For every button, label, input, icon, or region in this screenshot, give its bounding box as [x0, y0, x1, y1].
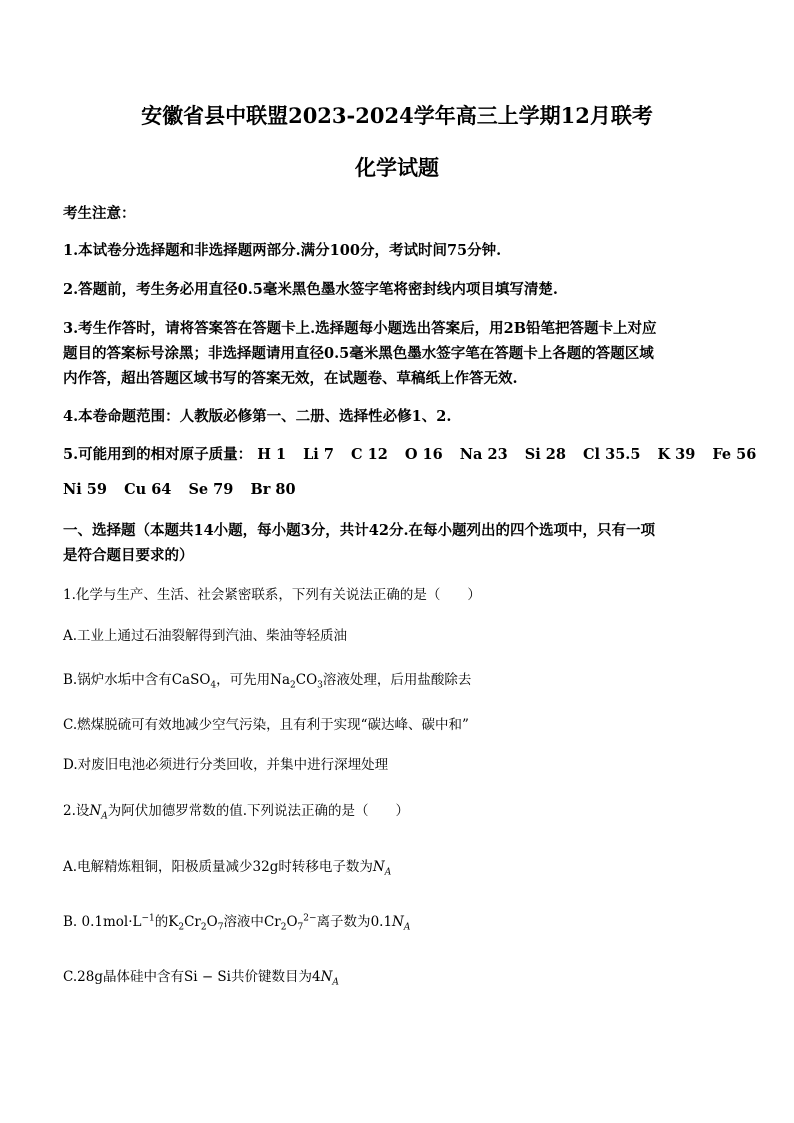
- notice-heading: 考生注意：: [63, 205, 136, 222]
- formula-na2co3: $Na_2CO_3$: [270, 672, 323, 691]
- notice-item-3-line-1: 3.考生作答时，请将答案答在答题卡上.选择题每小题选出答案后，用2B铅笔把答题卡上对应: [63, 320, 657, 337]
- notice-item-3-line-3: 内作答，超出答题区域书写的答案无效，在试题卷、草稿纸上作答无效.: [63, 370, 518, 387]
- atomic-mass: O 16: [404, 446, 443, 463]
- formula-k2cr2o7: $K_2Cr_2O_7$: [168, 914, 224, 933]
- symbol-na: $N_A$: [89, 803, 108, 822]
- q1-stem: 1.化学与生产、生活、社会紧密联系，下列有关说法正确的是（ ）: [63, 587, 481, 603]
- atomic-mass-row-2: [63, 481, 743, 498]
- notice-item-1: 1.本试卷分选择题和非选择题两部分.满分100分，考试时间75分钟.: [63, 242, 502, 259]
- symbol-na: $N_A$: [372, 859, 392, 878]
- bond-si-si: Si − Si: [183, 969, 231, 985]
- atomic-mass: Br 80: [250, 481, 296, 498]
- exam-title: 安徽省县中联盟2023-2024学年高三上学期12月联考: [141, 103, 653, 128]
- q2-option-c: C.28g晶体硅中含有Si − Si共价键数目为$4N_A$: [63, 969, 339, 988]
- atomic-mass: Na 23: [459, 446, 508, 463]
- notice-item-5: [63, 443, 757, 464]
- q1-option-d: D.对废旧电池必须进行分类回收，并集中进行深埋处理: [63, 757, 389, 773]
- atomic-mass: Li 7: [303, 446, 334, 463]
- q1-option-a: A.工业上通过石油裂解得到汽油、柴油等轻质油: [63, 628, 348, 644]
- atomic-mass: Si 28: [524, 446, 566, 463]
- notice-item-3-line-2: 题目的答案标号涂黑；非选择题请用直径0.5毫米黑色墨水签字笔在答题卡上各题的答题区域: [63, 345, 654, 362]
- section-1-heading-line-2: 是符合题目要求的）: [63, 547, 194, 564]
- q2-option-b: B. $0.1mol\cdot L^{-1}$的$K_2Cr_2O_7$溶液中$Cr_2O_7^{2-}$离子数为$0.1N_A$: [63, 913, 411, 933]
- exam-subtitle: 化学试题: [355, 155, 439, 180]
- symbol-na: $N_A$: [392, 914, 411, 933]
- notice-item-4: 4.本卷命题范围：人教版必修第一、二册、选择性必修1、2.: [63, 408, 452, 425]
- symbol-na: $N_A$: [320, 969, 339, 988]
- atomic-mass: Cu 64: [124, 481, 172, 498]
- q1-option-b: B.锅炉水垢中含有CaSO$_4$，可先用$Na_2CO_3$溶液处理，后用盐酸除去: [63, 672, 472, 691]
- q2-stem: 2.设$N_A$为阿伏加德罗常数的值.下列说法正确的是（ ）: [63, 803, 409, 822]
- q1-option-c: C.燃煤脱硫可有效地减少空气污染，且有利于实现“碳达峰、碳中和”: [63, 717, 469, 733]
- atomic-mass: K 39: [657, 446, 696, 463]
- q2-option-a: A.电解精炼粗铜，阳极质量减少32g时转移电子数为$N_A$: [63, 859, 392, 878]
- formula-caso4: CaSO$_4$: [171, 672, 217, 691]
- notice-item-2: 2.答题前，考生务必用直径0.5毫米黑色墨水签字笔将密封线内项目填写清楚.: [63, 281, 558, 298]
- atomic-mass: Cl 35.5: [583, 446, 641, 463]
- atomic-mass: Se 79: [188, 481, 234, 498]
- atomic-mass: Fe 56: [712, 446, 757, 463]
- formula-cr2o7-ion: $Cr_2O_7^{2-}$: [263, 913, 317, 933]
- atomic-mass: H 1: [257, 446, 287, 463]
- atomic-mass: Ni 59: [63, 481, 107, 498]
- atomic-mass: C 12: [351, 446, 388, 463]
- atomic-mass-lead: 5.可能用到的相对原子质量：: [63, 446, 253, 463]
- section-1-heading-line-1: 一、选择题（本题共14小题，每小题3分，共计42分.在每小题列出的四个选项中，只有一项: [63, 522, 655, 539]
